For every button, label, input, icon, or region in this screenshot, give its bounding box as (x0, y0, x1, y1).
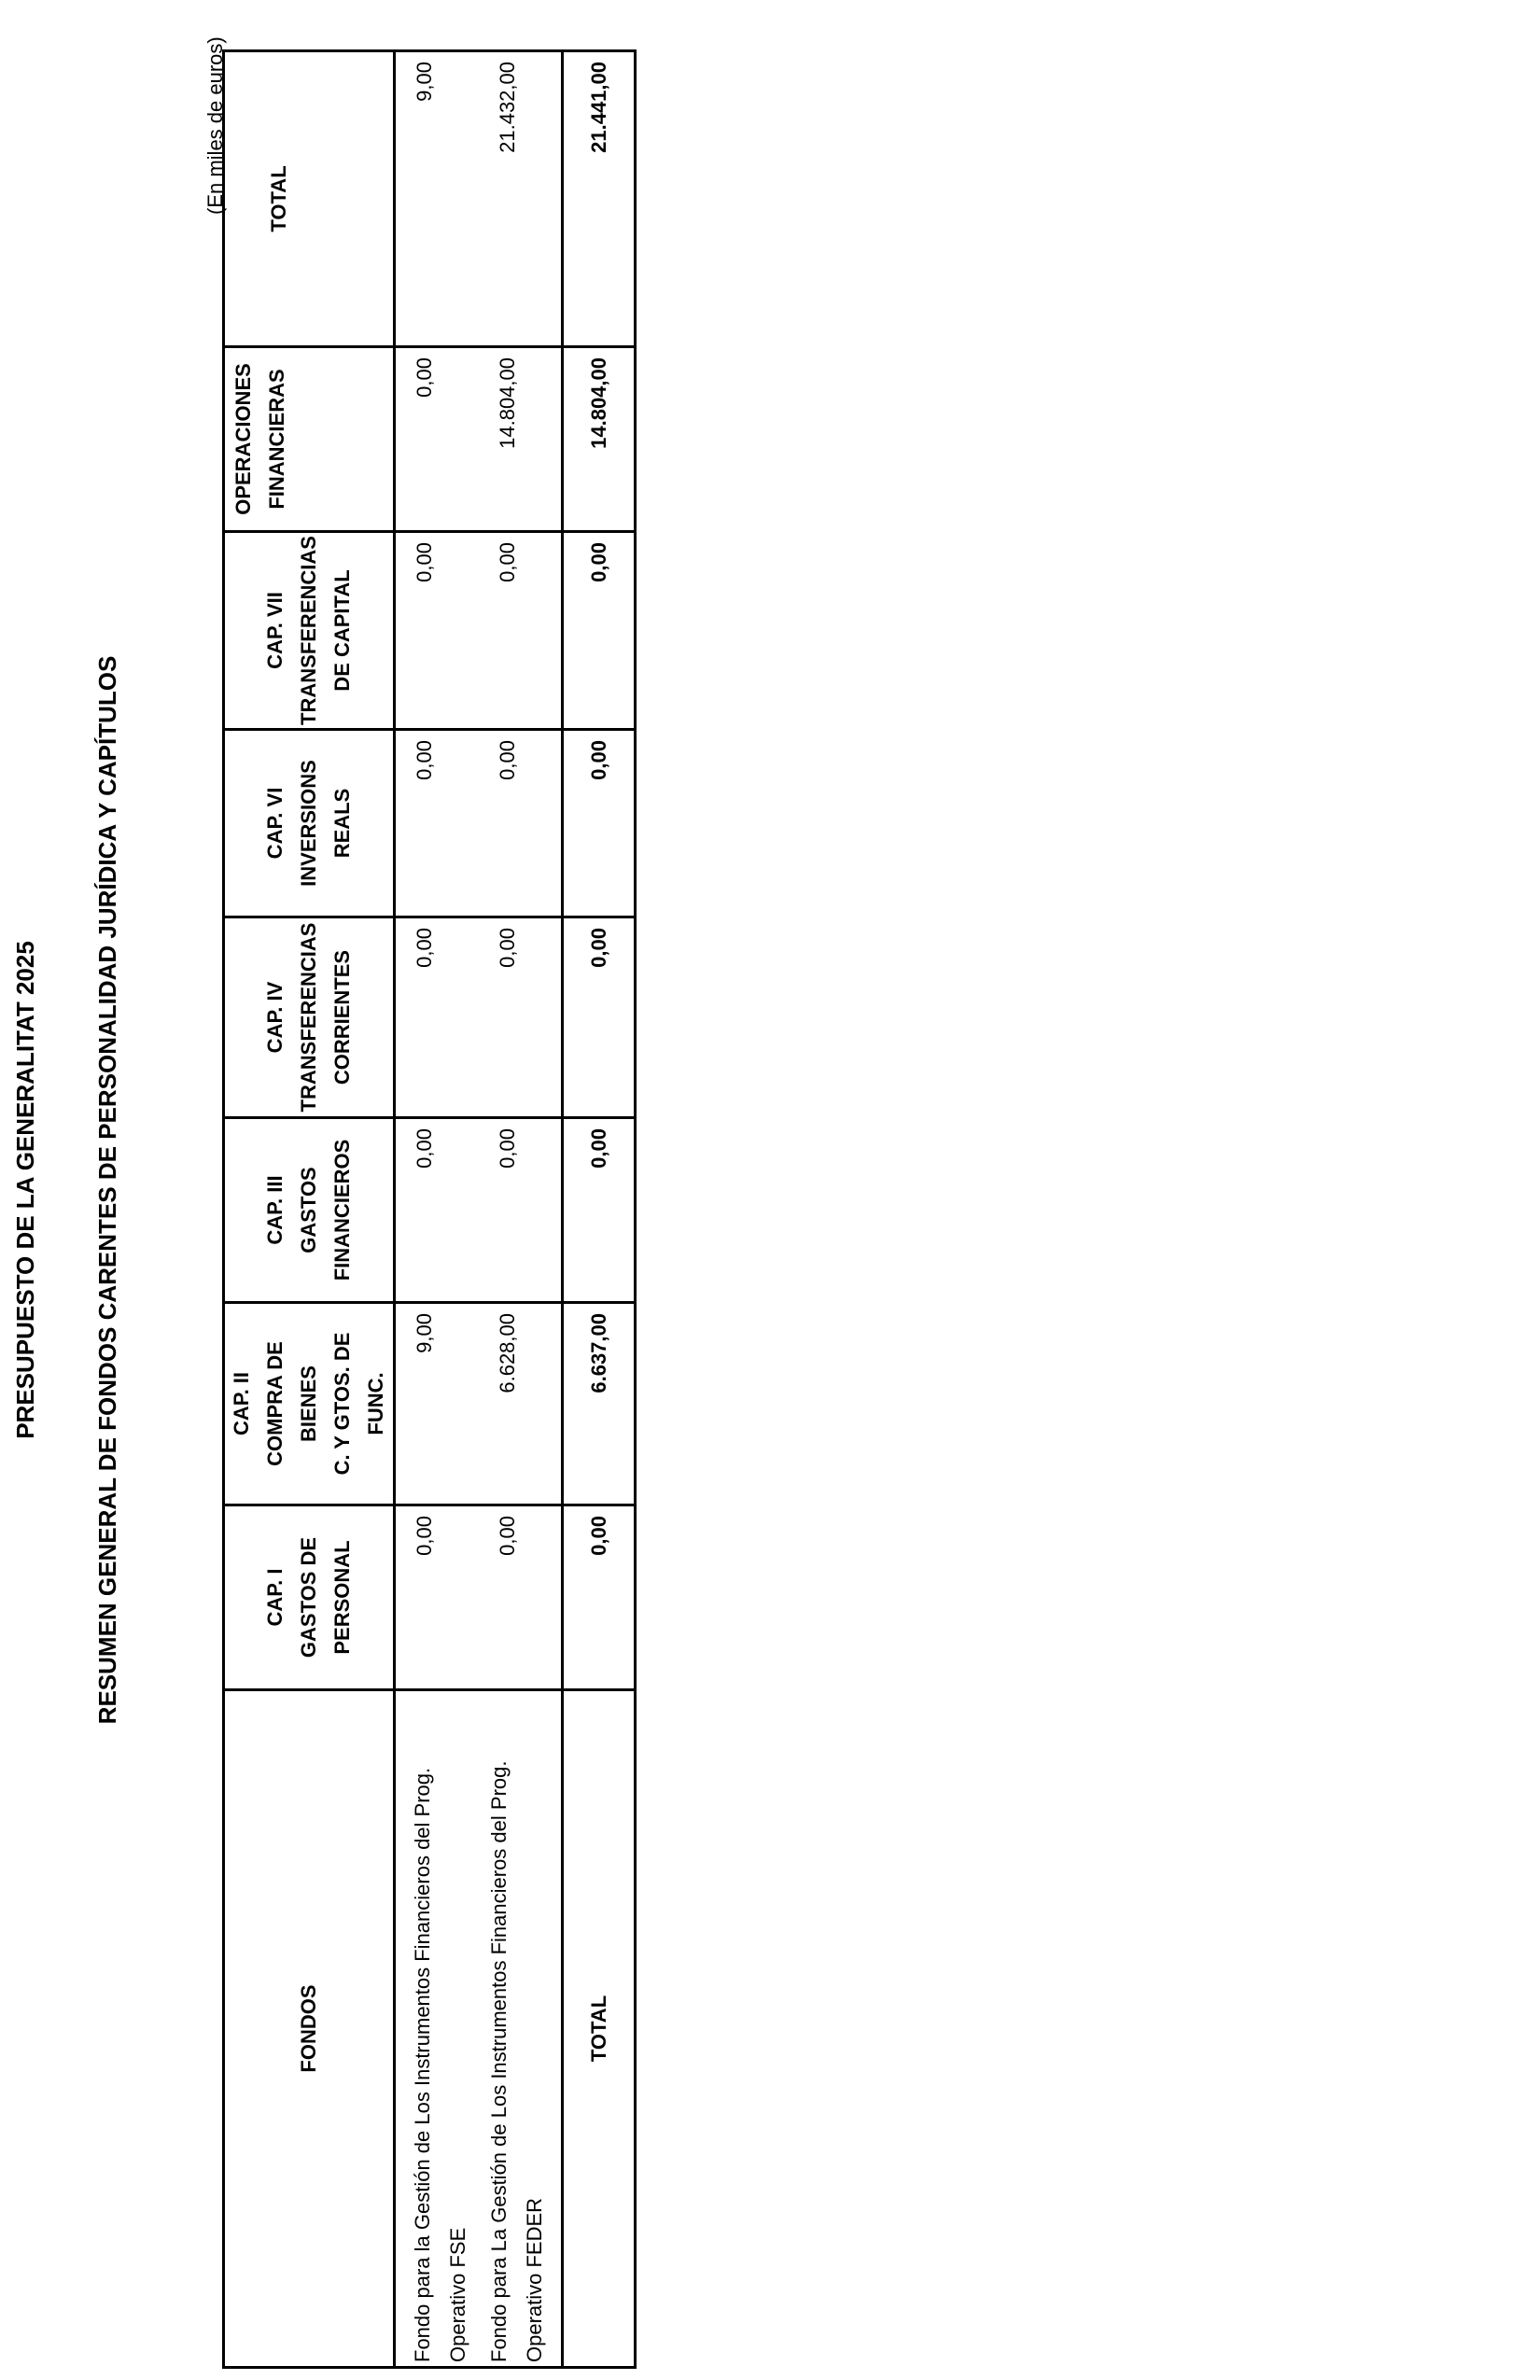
header-fondos: FONDOS (224, 1690, 395, 2368)
header-cap-iii: CAP. III GASTOS FINANCIEROS (224, 1118, 395, 1303)
header-total: TOTAL (224, 51, 395, 347)
total-value: 6.637,00 (563, 1303, 636, 1505)
header-cap-vii: CAP. VII TRANSFERENCIAS DE CAPITAL (224, 532, 395, 730)
total-value: 0,00 (563, 1118, 636, 1303)
cell-value: 9,00 (413, 62, 436, 102)
fondos-cell (395, 1690, 563, 2368)
header-cap-vi: CAP. VI INVERSIONS REALS (224, 730, 395, 917)
fondo-name: Fondo para la Gestión de Los Instrumentos Financieros del Prog. (411, 1767, 434, 2362)
cell-value: 0,00 (413, 740, 436, 780)
cell-value: 6.628,00 (496, 1313, 519, 1393)
header-cap-ii: CAP. II COMPRA DE BIENES C. Y GTOS. DE FUNC. (224, 1303, 395, 1505)
budget-table (222, 49, 637, 2369)
header-cap-iv: CAP. IV TRANSFERENCIAS CORRIENTES (224, 917, 395, 1118)
cell-value: 0,00 (413, 542, 436, 582)
cell-value: 0,00 (413, 357, 436, 398)
cell-value: 14.804,00 (496, 357, 519, 449)
total-value: 0,00 (563, 1505, 636, 1690)
table-row (476, 1691, 553, 2366)
fondo-name-cont: Operativo FEDER (523, 2197, 546, 2362)
table-header-row (224, 51, 395, 2368)
operaciones-financieras-values (395, 347, 563, 532)
total-value: 21.441,00 (563, 51, 636, 347)
total-label: TOTAL (563, 1690, 636, 2368)
cell-value: 0,00 (413, 1128, 436, 1169)
total-value: 0,00 (563, 532, 636, 730)
table-body (395, 51, 563, 2368)
cell-value: 0,00 (496, 542, 519, 582)
units-note: (En miles de euros) (203, 36, 227, 215)
fondo-name-cont: Operativo FSE (446, 2227, 469, 2362)
total-values (395, 51, 563, 347)
cell-value: 0,00 (496, 1128, 519, 1169)
cap-vi-values (395, 730, 563, 917)
cell-value: 0,00 (413, 1516, 436, 1556)
cell-value: 9,00 (413, 1313, 436, 1353)
header-operaciones-financieras: OPERACIONES FINANCIERAS (224, 347, 395, 532)
total-value: 14.804,00 (563, 347, 636, 532)
page-subtitle: RESUMEN GENERAL DE FONDOS CARENTES DE PERSONALIDAD JURÍDICA Y CAPÍTULOS (93, 655, 121, 1725)
cell-value: 21.432,00 (496, 62, 519, 153)
cap-iv-values (395, 917, 563, 1118)
cap-ii-values (395, 1303, 563, 1505)
total-value: 0,00 (563, 730, 636, 917)
cell-value: 0,00 (496, 1516, 519, 1556)
cell-value: 0,00 (496, 740, 519, 780)
header-cap-i: CAP. I GASTOS DE PERSONAL (224, 1505, 395, 1690)
table-row (396, 1691, 476, 2366)
total-value: 0,00 (563, 917, 636, 1118)
cap-i-values (395, 1505, 563, 1690)
cap-vii-values (395, 532, 563, 730)
fondo-name: Fondo para La Gestión de Los Instrumentos Financieros del Prog. (487, 1760, 511, 2362)
cell-value: 0,00 (413, 928, 436, 968)
cap-iii-values (395, 1118, 563, 1303)
total-row (563, 51, 636, 2368)
cell-value: 0,00 (496, 928, 519, 968)
page-title: PRESUPUESTO DE LA GENERALITAT 2025 (11, 941, 39, 1439)
